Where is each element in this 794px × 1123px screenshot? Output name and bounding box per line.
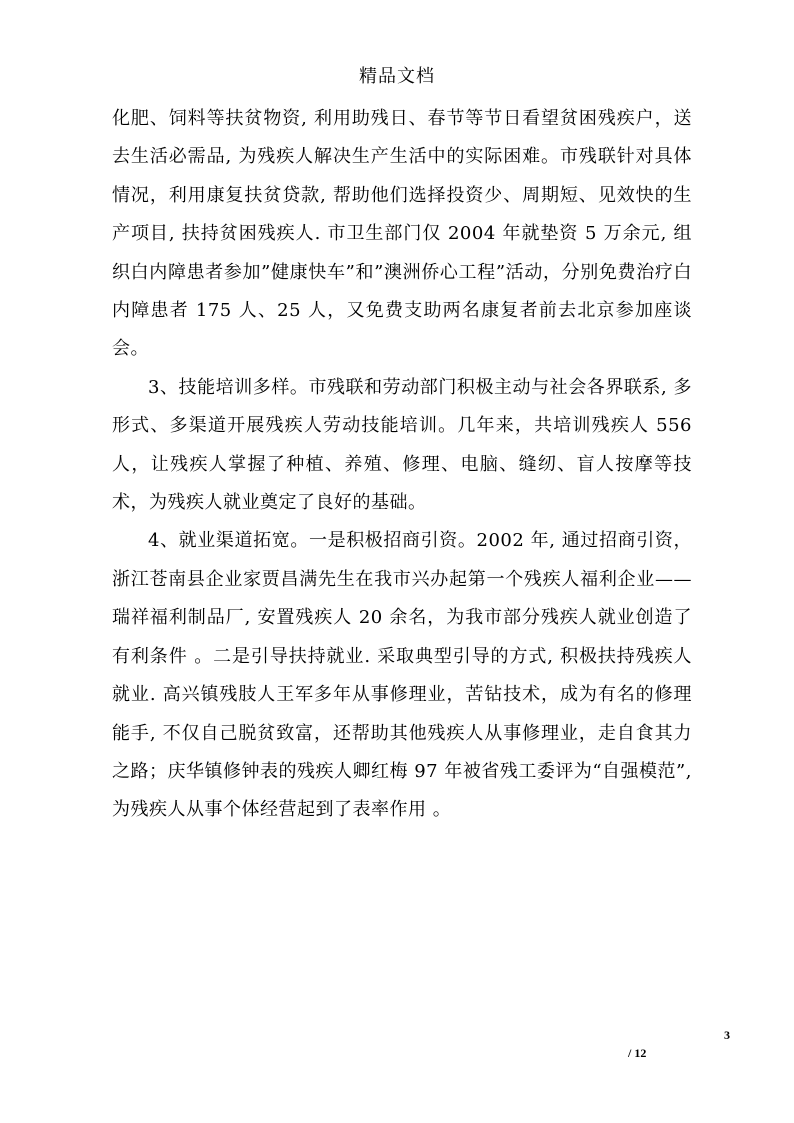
paragraph-skills-training: 3、技能培训多样。市残联和劳动部门积极主动与社会各界联系, 多形式、多渠道开展残疾人劳动技能培训。几年来，共培训残疾人 556 人，让残疾人掌握了种植、养殖、修理、电脑、缝纫、盲人按摩等技术，为残疾人就业奠定了良好的基础。 bbox=[112, 376, 692, 514]
paragraph-continued: 化肥、饲料等扶贫物资, 利用助残日、春节等节日看望贫困残疾户，送去生活必需品, 为残疾人解决生产生活中的实际困难。市残联针对具体情况，利用康复扶贫贷款, 帮助他们选择投资少、周期短、见效快的生产项目, 扶持贫困残疾人. 市卫生部门仅 2004 年就垫资 5 万余元, 组织白内障患者参加”健康快车”和”澳洲侨心工程”活动，分别免费治疗白内障患者 175 人、25 人，又免费支助两名康复者前去北京参加座谈会。 bbox=[112, 108, 692, 360]
page-header-title: 精品文档 bbox=[359, 66, 435, 87]
page-total: / 12 bbox=[628, 1046, 647, 1060]
page-number: 3 bbox=[724, 1028, 730, 1042]
paragraph-employment-channels: 4、就业渠道拓宽。一是积极招商引资。2002 年, 通过招商引资，浙江苍南县企业家贾昌满先生在我市兴办起第一个残疾人福利企业——瑞祥福利制品厂, 安置残疾人 20 余名，为我市部分残疾人就业创造了有利条件 。二是引导扶持就业. 采取典型引导的方式, 积极扶持残疾人就业. 高兴镇残肢人王军多年从事修理业，苦钻技术，成为有名的修理能手, 不仅自己脱贫致富，还帮助其他残疾人从事修理业，走自食其力之路；庆华镇修钟表的残疾人卿红梅 97 年被省残工委评为“自强模范”, 为残疾人从事个体经营起到了表率作用 。 bbox=[112, 530, 692, 821]
document-body bbox=[112, 100, 692, 830]
